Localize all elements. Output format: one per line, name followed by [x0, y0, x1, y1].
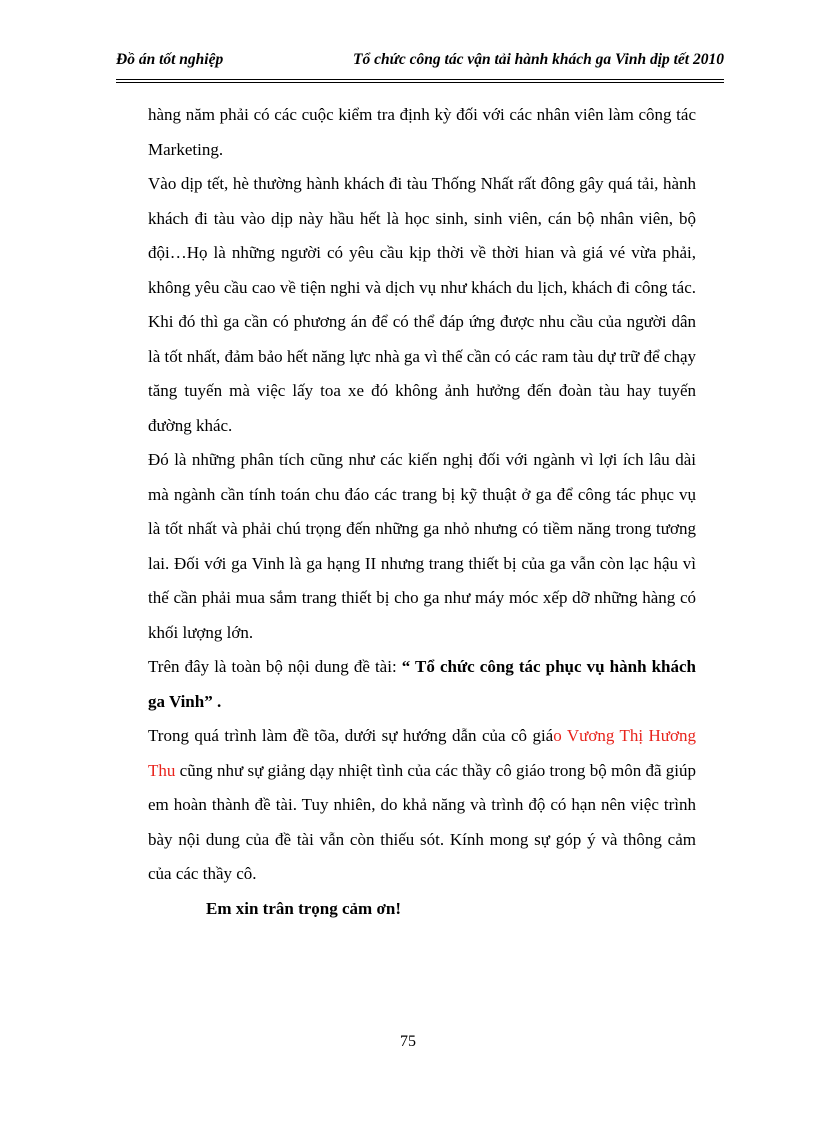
advisor-name: o Vương Thị Hương Thu [148, 726, 696, 780]
paragraph-1: hàng năm phải có các cuộc kiểm tra định kỳ đối với các nhân viên làm công tác Marketing. [148, 105, 696, 159]
thanks-line: Em xin trân trọng cảm ơn! [206, 898, 401, 918]
document-body [148, 98, 696, 926]
page-number: 75 [400, 1033, 416, 1050]
page-header [116, 49, 724, 83]
paragraph-5 [148, 719, 696, 892]
paragraph-2: Vào dịp tết, hè thường hành khách đi tàu Thống Nhất rất đông gây quá tải, hành khách đi tàu vào dịp này hầu hết là học sinh, sinh viên, cán bộ nhân viên, bộ đội…Họ là những người có yêu cầu kịp thời về thời hian và giá vé vừa phải, không yêu cầu cao về tiện nghi và dịch vụ như khách du lịch, khách đi công tác. Khi đó thì ga cần có phương án để có thể đáp ứng được nhu cầu của người dân là tốt nhất, đảm bảo hết năng lực nhà ga vì thế cần có các ram tàu dự trữ để chạy tăng tuyến mà việc lấy toa xe đó không ảnh hưởng đến đoàn tàu hay tuyến đường khác. [148, 174, 696, 435]
header-right: Tổ chức công tác vận tải hành khách ga Vinh dịp tết 2010 [353, 51, 724, 68]
paragraph-4-lead: Trên đây là toàn bộ nội dung đề tài: [148, 657, 402, 676]
paragraph-3: Đó là những phân tích cũng như các kiến nghị đối với ngành vì lợi ích lâu dài mà ngành cần tính toán chu đáo các trang bị kỹ thuật ở ga để công tác phục vụ là tốt nhất và phải chú trọng đến những ga nhỏ nhưng có tiềm năng trong tương lai. Đối với ga Vinh là ga hạng II nhưng trang thiết bị của ga vẫn còn lạc hậu vì thế cần phải mua sắm trang thiết bị cho ga như máy móc xếp dỡ những hàng có khối lượng lớn. [148, 450, 696, 642]
paragraph-5-rest: cũng như sự giảng dạy nhiệt tình của các thầy cô giáo trong bộ môn đã giúp em hoàn thành đề tài. Tuy nhiên, do khả năng và trình độ có hạn nên việc trình bày nội dung của đề tài vẫn còn thiếu sót. Kính mong sự góp ý và thông cảm của các thầy cô. [148, 760, 696, 883]
thesis-title: “ Tổ chức công tác phục vụ hành khách ga Vinh” . [148, 657, 697, 711]
header-left: Đồ án tốt nghiệp [116, 51, 224, 68]
paragraph-5-lead: Trong quá trình làm đề tõa, dưới sự hướng dẫn của cô giá [148, 726, 554, 745]
paragraph-4 [148, 650, 696, 719]
